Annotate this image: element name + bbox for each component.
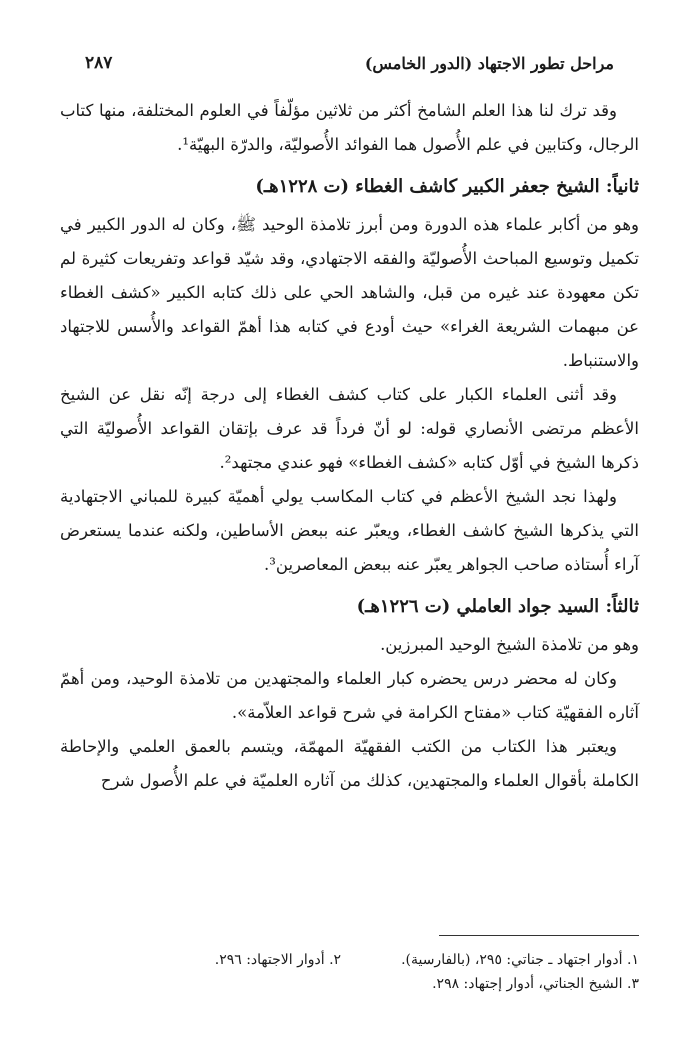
page-header — [85, 48, 614, 78]
paragraph-1: وقد ترك لنا هذا العلم الشامخ أكثر من ثلاثين مؤلّفاً في العلوم المختلفة، منها كتاب الرجال، وكتابين في علم الأُصول هما الفوائد الأُصوليّة، والدرّة البهيّة¹. — [60, 101, 639, 154]
paragraph-6: وكان له محضر درس يحضره كبار العلماء والمجتهدين من تلامذة الوحيد، ومن أهمّ آثاره الفقهيّة كتاب «مفتاح الكرامة في شرح قواعد العلاّمة». — [60, 669, 639, 722]
footnote-row — [60, 948, 639, 972]
section-heading-3: ثالثاً: السيد جواد العاملي (ت ١٢٢٦هـ) — [356, 596, 639, 617]
paragraph-4: ولهذا نجد الشيخ الأعظم في كتاب المكاسب يولي أهميّة كبيرة للمباني الاجتهادية التي يذكرها الشيخ كاشف الغطاء، ويعبّر عنه ببعض الأساطين، ولكنه عندما يستعرض آراء أُستاذه صاحب الجواهر يعبّر عنه ببعض المعاصرين³. — [60, 487, 639, 574]
paragraph-3: وقد أثنى العلماء الكبار على كتاب كشف الغطاء إلى درجة إنّه نقل عن الشيخ الأعظم مرتضى الأنصاري قوله: لو أنّ فرداً قد عرف بإتقان القواعد الأُصوليّة التي ذكرها الشيخ في أوّل كتابه «كشف الغطاء» فهو عندي مجتهد². — [60, 385, 639, 472]
page-body — [60, 94, 639, 798]
paragraph-7: ويعتبر هذا الكتاب من الكتب الفقهيّة المهمّة، ويتسم بالعمق العلمي والإحاطة الكاملة بأقوال العلماء والمجتهدين، كذلك من آثاره العلميّة في علم الأُصول شرح — [60, 737, 639, 790]
footnote-row — [60, 972, 639, 996]
section-heading-2: ثانياً: الشيخ جعفر الكبير كاشف الغطاء (ت ١٢٢٨هـ) — [255, 176, 639, 197]
running-title: مراحل تطور الاجتهاد (الدور الخامس) — [364, 53, 614, 73]
page-number: ٢٨٧ — [85, 53, 113, 73]
footnote-divider — [439, 935, 639, 936]
footnote-3: ٣. الشيخ الجناتي، أدوار إجتهاد: ٢٩٨. — [432, 976, 639, 992]
footnote-1: ١. أدوار اجتهاد ـ جناتي: ٢٩٥، (بالفارسية). — [401, 952, 639, 968]
paragraph-5: وهو من تلامذة الشيخ الوحيد المبرزين. — [380, 635, 639, 654]
footnotes — [60, 948, 639, 996]
footnote-2: ٢. أدوار الاجتهاد: ٢٩٦. — [214, 952, 342, 968]
paragraph-2: وهو من أكابر علماء هذه الدورة ومن أبرز تلامذة الوحيد ﷺ، وكان له الدور الكبير في تكميل وتوسيع المباحث الأُصوليّة والفقه الاجتهادي، وقد شيّد قواعد وتفريعات كثيرة لم تكن معهودة عند غيره من قبل، والشاهد الحي على ذلك كتابه الكبير «كشف الغطاء عن مبهمات الشريعة الغراء» حيث أودع في كتابه هذا أهمّ القواعد والأُسس للاجتهاد والاستنباط. — [60, 215, 639, 370]
